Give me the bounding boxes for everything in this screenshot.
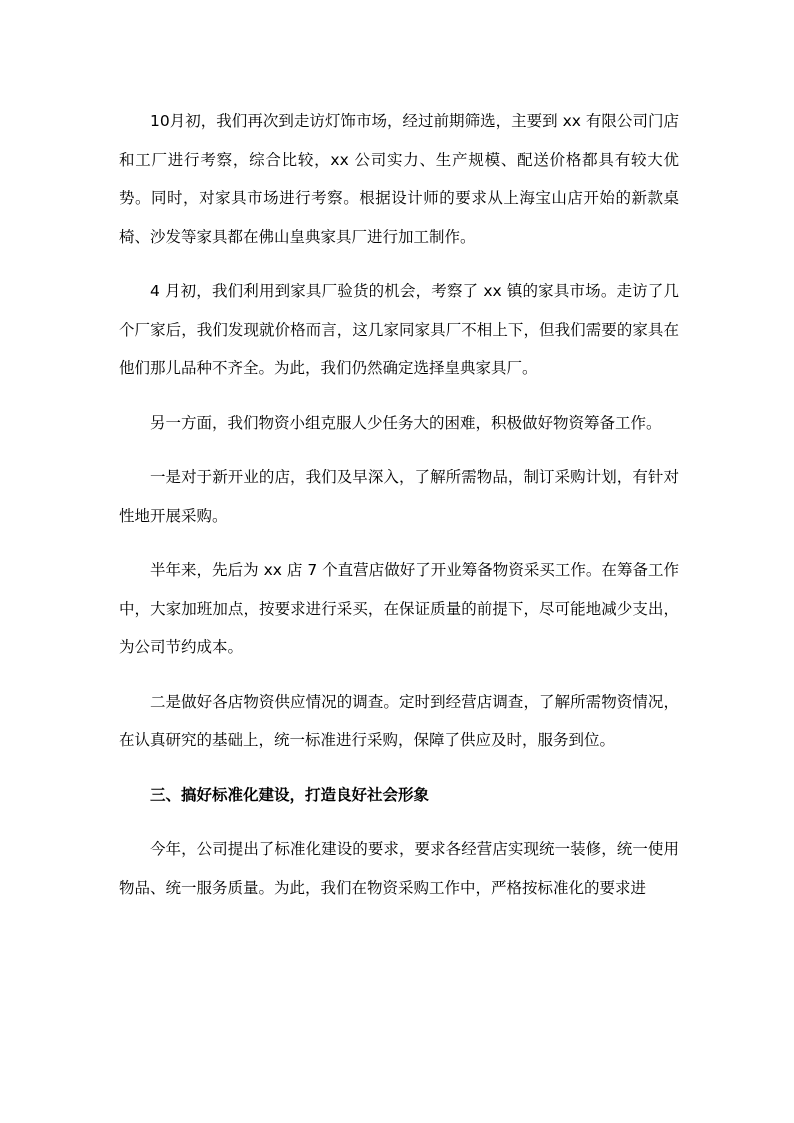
document-body [119, 102, 679, 907]
paragraph-materials-team: 另一方面，我们物资小组克服人少任务大的困难，积极做好物资筹备工作。 [150, 413, 662, 432]
paragraph-new-store-procurement: 一是对于新开业的店，我们及早深入，了解所需物品，制订采购计划，有针对性地开展采购。 [119, 468, 679, 525]
paragraph-lighting-market: 10月初，我们再次到走访灯饰市场，经过前期筛选，主要到 xx 有限公司门店和工厂进行考察，综合比较，xx 公司实力、生产规模、配送价格都具有较大优势。同时，对家具市场进行考察。根据设计师的要求从上海宝山店开始的新款桌椅、沙发等家具都在佛山皇典家具厂进行加工制作。 [119, 112, 679, 246]
paragraph-supply-survey: 二是做好各店物资供应情况的调查。定时到经营店调查，了解所需物资情况，在认真研究的基础上，统一标准进行采购，保障了供应及时，服务到位。 [119, 692, 679, 749]
paragraph-furniture-inspection: 4 月初，我们利用到家具厂验货的机会，考察了 xx 镇的家具市场。走访了几个厂家后，我们发现就价格而言，这几家同家具厂不相上下，但我们需要的家具在他们那儿品种不齐全。为此，我们仍然确定选择皇典家具厂。 [119, 282, 679, 377]
section-heading-standardization: 三、搞好标准化建设，打造良好社会形象 [150, 785, 430, 804]
paragraph-half-year-summary: 半年来，先后为 xx 店 7 个直营店做好了开业筹备物资采买工作。在筹备工作中，大家加班加点，按要求进行采买，在保证质量的前提下，尽可能地减少支出，为公司节约成本。 [119, 561, 679, 656]
paragraph-standardization: 今年，公司提出了标准化建设的要求，要求各经营店实现统一装修，统一使用物品、统一服务质量。为此，我们在物资采购工作中，严格按标准化的要求进 [119, 840, 679, 897]
